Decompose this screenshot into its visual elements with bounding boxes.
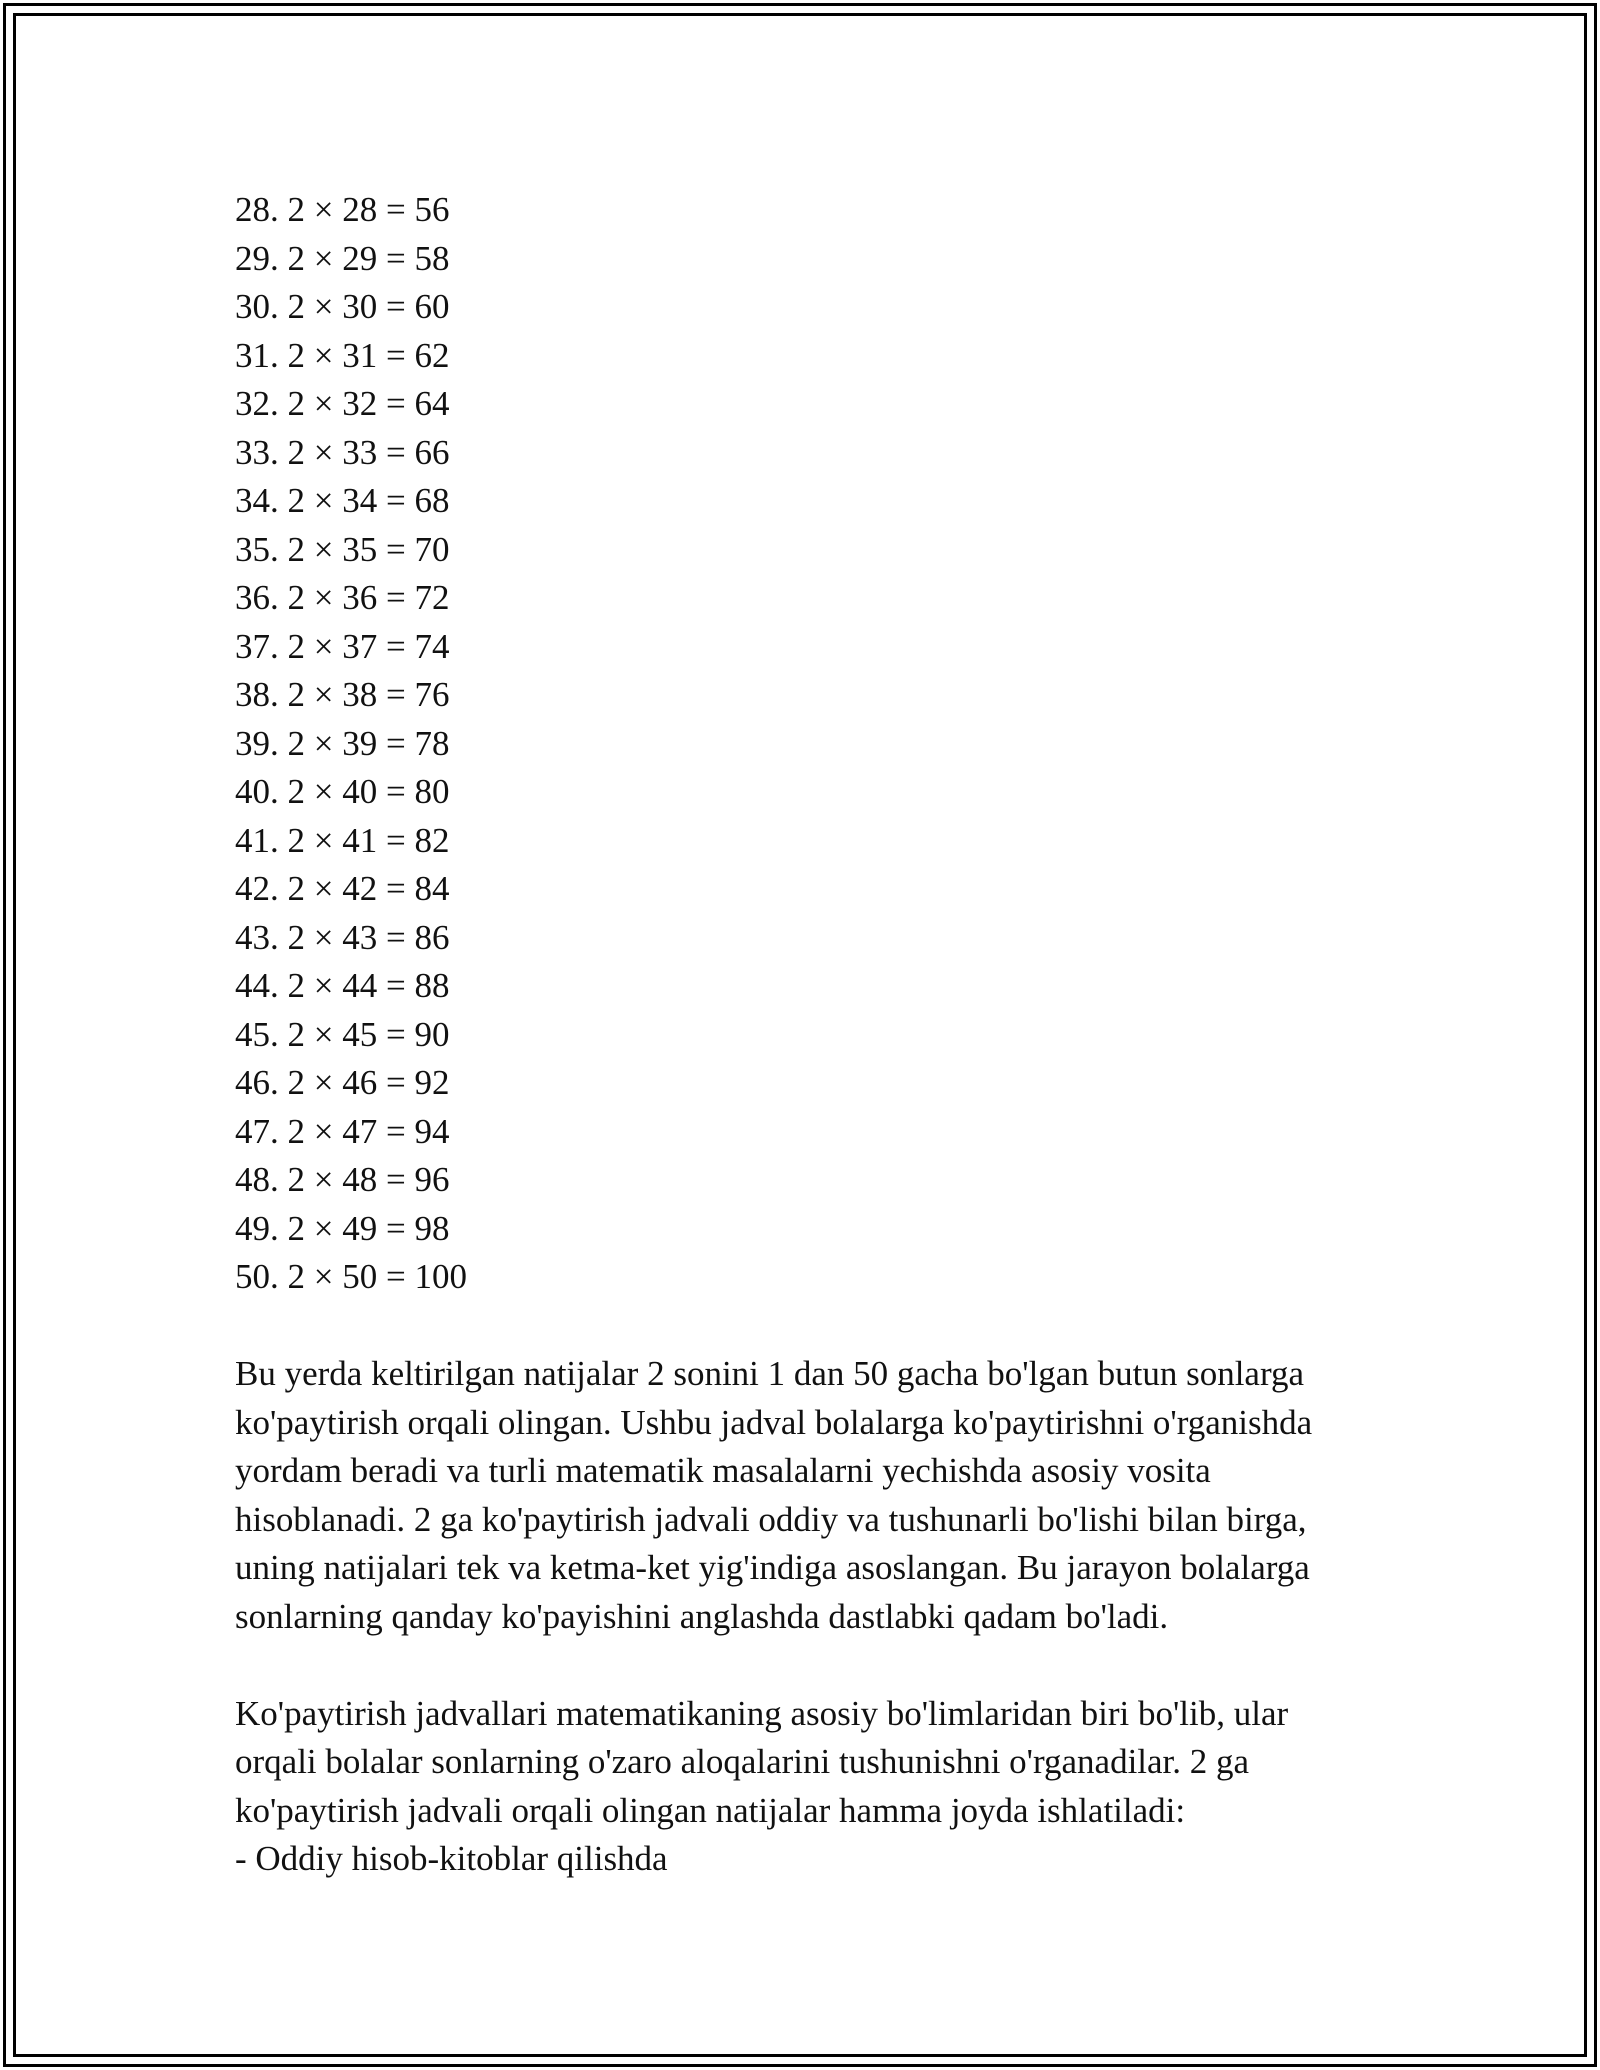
document-body <box>235 186 1375 1884</box>
list-item: 29. 2 × 29 = 58 <box>235 238 450 278</box>
list-item: 43. 2 × 43 = 86 <box>235 917 450 957</box>
list-item: 49. 2 × 49 = 98 <box>235 1208 450 1248</box>
paragraph-line: ko'paytirish jadvali orqali olingan natijalar hamma joyda ishlatiladi: <box>235 1790 1186 1830</box>
paragraph-explanation <box>235 1350 1375 1641</box>
list-item: 33. 2 × 33 = 66 <box>235 432 450 472</box>
paragraph-line: sonlarning qanday ko'payishini anglashda dastlabki qadam bo'ladi. <box>235 1596 1169 1636</box>
list-item: 46. 2 × 46 = 92 <box>235 1063 450 1102</box>
list-item: 45. 2 × 45 = 90 <box>235 1014 450 1054</box>
list-item: 35. 2 × 35 = 70 <box>235 529 450 569</box>
list-item: 42. 2 × 42 = 84 <box>235 869 450 908</box>
list-item: 50. 2 × 50 = 100 <box>235 1257 467 1296</box>
list-item: 30. 2 × 30 = 60 <box>235 287 450 326</box>
paragraph-line: orqali bolalar sonlarning o'zaro aloqalarini tushunishni o'rganadilar. 2 ga <box>235 1742 1250 1781</box>
paragraph-line: ko'paytirish orqali olingan. Ushbu jadval bolalarga ko'paytirishni o'rganishda <box>235 1402 1313 1442</box>
paragraph-line: Bu yerda keltirilgan natijalar 2 sonini 1 dan 50 gacha bo'lgan butun sonlarga <box>235 1354 1305 1393</box>
list-item: 47. 2 × 47 = 94 <box>235 1111 450 1151</box>
list-item: 36. 2 × 36 = 72 <box>235 578 450 617</box>
paragraph-line: uning natijalari tek va ketma-ket yig'indiga asoslangan. Bu jarayon bolalarga <box>235 1548 1310 1587</box>
multiplication-list <box>235 186 1375 1302</box>
paragraph-line: hisoblanadi. 2 ga ko'paytirish jadvali oddiy va tushunarli bo'lishi bilan birga, <box>235 1499 1307 1539</box>
list-item: 32. 2 × 32 = 64 <box>235 384 450 423</box>
list-item: 44. 2 × 44 = 88 <box>235 966 450 1005</box>
paragraph-usage <box>235 1690 1375 1884</box>
paragraph-line: Ko'paytirish jadvallari matematikaning asosiy bo'limlaridan biri bo'lib, ular <box>235 1693 1289 1733</box>
list-item: 40. 2 × 40 = 80 <box>235 772 450 811</box>
list-item: 37. 2 × 37 = 74 <box>235 626 450 666</box>
list-item: 34. 2 × 34 = 68 <box>235 481 450 520</box>
paragraph-line: yordam beradi va turli matematik masalalarni yechishda asosiy vosita <box>235 1451 1211 1490</box>
list-item: 48. 2 × 48 = 96 <box>235 1160 450 1199</box>
list-item: 38. 2 × 38 = 76 <box>235 675 450 714</box>
list-item: 28. 2 × 28 = 56 <box>235 190 450 229</box>
bullet-item: - Oddiy hisob-kitoblar qilishda <box>235 1839 668 1878</box>
list-item: 41. 2 × 41 = 82 <box>235 820 450 860</box>
list-item: 39. 2 × 39 = 78 <box>235 723 450 763</box>
list-item: 31. 2 × 31 = 62 <box>235 335 450 375</box>
